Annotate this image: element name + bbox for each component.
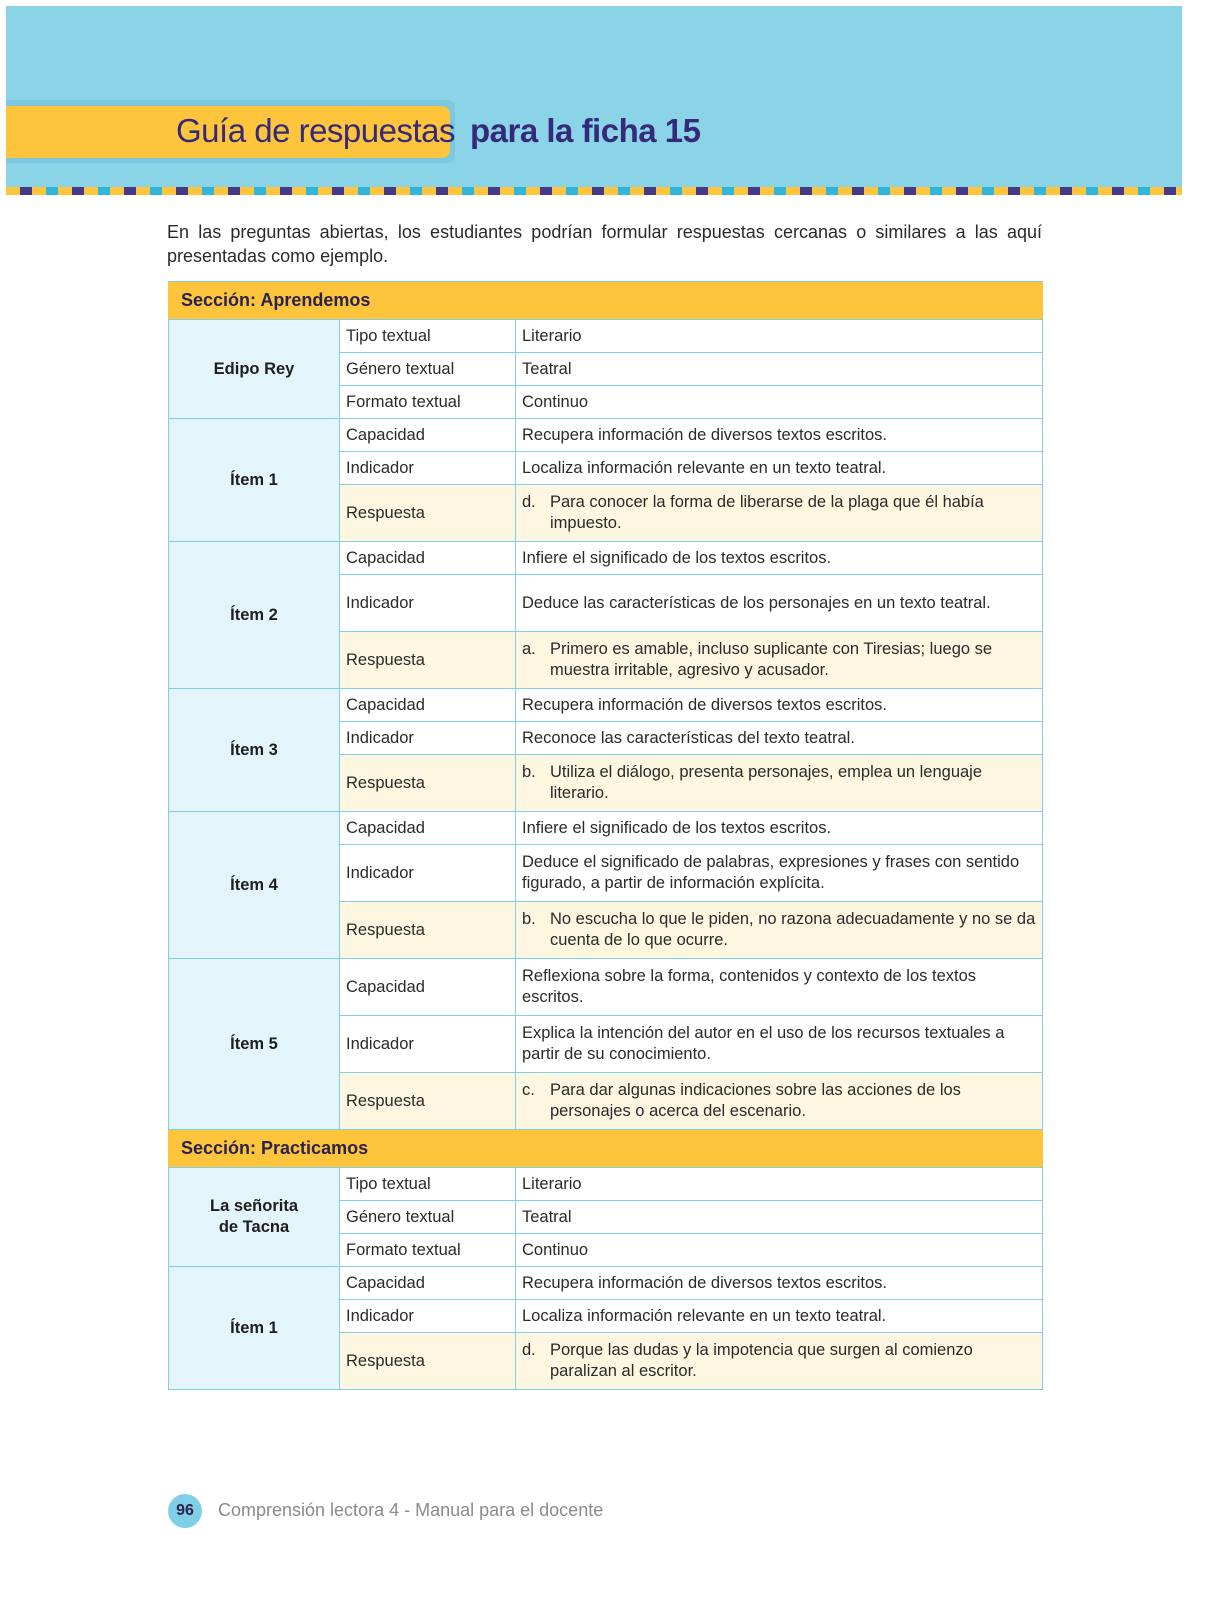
answer-text: Porque las dudas y la impotencia que surgen al comienzo paralizan al escritor. bbox=[550, 1341, 973, 1380]
row-value: Localiza información relevante en un texto teatral. bbox=[516, 1300, 1043, 1333]
row-value: Deduce el significado de palabras, expresiones y frases con sentido figurado, a partir de información explícita. bbox=[516, 845, 1043, 902]
group-label: Ítem 2 bbox=[169, 542, 340, 689]
page-title-part2: para la ficha 15 bbox=[470, 112, 701, 149]
footer-text: Comprensión lectora 4 - Manual para el docente bbox=[218, 1500, 604, 1520]
group-label: Ítem 5 bbox=[169, 959, 340, 1130]
answer-value bbox=[516, 632, 1043, 689]
answer-text: Utiliza el diálogo, presenta personajes, emplea un lenguaje literario. bbox=[550, 763, 983, 802]
row-key: Respuesta bbox=[340, 485, 516, 542]
row-key: Capacidad bbox=[340, 689, 516, 722]
row-value: Deduce las características de los personajes en un texto teatral. bbox=[516, 575, 1043, 632]
answer-letter: b. bbox=[522, 910, 536, 928]
table-row bbox=[169, 320, 1043, 353]
answer-value bbox=[516, 485, 1043, 542]
row-key: Tipo textual bbox=[340, 1168, 516, 1201]
section-title: Sección: Practicamos bbox=[169, 1130, 1043, 1168]
answers-table bbox=[168, 281, 1043, 1390]
row-key: Respuesta bbox=[340, 632, 516, 689]
row-key: Género textual bbox=[340, 353, 516, 386]
row-value: Teatral bbox=[516, 353, 1043, 386]
answer-text: Primero es amable, incluso suplicante con Tiresias; luego se muestra irritable, agresivo y acusador. bbox=[550, 640, 993, 679]
group-label: Edipo Rey bbox=[169, 320, 340, 419]
answer-value bbox=[516, 1333, 1043, 1390]
group-label: Ítem 3 bbox=[169, 689, 340, 812]
row-key: Formato textual bbox=[340, 386, 516, 419]
row-key: Tipo textual bbox=[340, 320, 516, 353]
group-label bbox=[169, 1168, 340, 1267]
table-row bbox=[169, 1267, 1043, 1300]
answer-value bbox=[516, 755, 1043, 812]
row-key: Capacidad bbox=[340, 812, 516, 845]
row-key: Capacidad bbox=[340, 419, 516, 452]
table-row bbox=[169, 959, 1043, 1016]
row-key: Formato textual bbox=[340, 1234, 516, 1267]
section-header-row bbox=[169, 1130, 1043, 1168]
row-value: Infiere el significado de los textos escritos. bbox=[516, 812, 1043, 845]
row-value: Reconoce las características del texto teatral. bbox=[516, 722, 1043, 755]
answer-letter: d. bbox=[522, 1341, 536, 1359]
row-key: Capacidad bbox=[340, 959, 516, 1016]
answer-letter: b. bbox=[522, 763, 536, 781]
row-key: Indicador bbox=[340, 452, 516, 485]
row-key: Respuesta bbox=[340, 1073, 516, 1130]
table-row bbox=[169, 812, 1043, 845]
answer-text: Para dar algunas indicaciones sobre las acciones de los personajes o acerca del escenario. bbox=[550, 1081, 961, 1120]
page-number-badge bbox=[168, 1494, 202, 1528]
row-key: Respuesta bbox=[340, 902, 516, 959]
answer-letter: c. bbox=[522, 1081, 535, 1099]
row-value: Continuo bbox=[516, 1234, 1043, 1267]
row-value: Recupera información de diversos textos escritos. bbox=[516, 689, 1043, 722]
row-value: Literario bbox=[516, 1168, 1043, 1201]
row-key: Respuesta bbox=[340, 1333, 516, 1390]
row-key: Indicador bbox=[340, 845, 516, 902]
group-label: Ítem 4 bbox=[169, 812, 340, 959]
row-value: Explica la intención del autor en el uso de los recursos textuales a partir de su conocimiento. bbox=[516, 1016, 1043, 1073]
row-key: Capacidad bbox=[340, 1267, 516, 1300]
answer-value bbox=[516, 1073, 1043, 1130]
row-value: Teatral bbox=[516, 1201, 1043, 1234]
row-value: Infiere el significado de los textos escritos. bbox=[516, 542, 1043, 575]
answer-value bbox=[516, 902, 1043, 959]
row-value: Continuo bbox=[516, 386, 1043, 419]
table-row bbox=[169, 1168, 1043, 1201]
row-value: Recupera información de diversos textos escritos. bbox=[516, 1267, 1043, 1300]
table-row bbox=[169, 419, 1043, 452]
row-value: Localiza información relevante en un texto teatral. bbox=[516, 452, 1043, 485]
answer-text: Para conocer la forma de liberarse de la plaga que él había impuesto. bbox=[550, 493, 984, 532]
group-label: Ítem 1 bbox=[169, 419, 340, 542]
answer-letter: a. bbox=[522, 640, 536, 658]
page-number: 96 bbox=[176, 1502, 194, 1519]
page-title-part1: Guía de respuestas bbox=[176, 112, 456, 149]
answer-letter: d. bbox=[522, 493, 536, 511]
row-key: Capacidad bbox=[340, 542, 516, 575]
section-title: Sección: Aprendemos bbox=[169, 282, 1043, 320]
intro-paragraph: En las preguntas abiertas, los estudiantes podrían formular respuestas cercanas o similares a las aquí presentadas como ejemplo. bbox=[167, 222, 1042, 266]
row-key: Respuesta bbox=[340, 755, 516, 812]
answer-text: No escucha lo que le piden, no razona adecuadamente y no se da cuenta de lo que ocurre. bbox=[550, 910, 1036, 949]
row-value: Reflexiona sobre la forma, contenidos y contexto de los textos escritos. bbox=[516, 959, 1043, 1016]
row-key: Indicador bbox=[340, 1300, 516, 1333]
group-label-text: La señorita de Tacna bbox=[209, 1197, 299, 1236]
table-row bbox=[169, 689, 1043, 722]
row-value: Recupera información de diversos textos escritos. bbox=[516, 419, 1043, 452]
decorative-dash-line bbox=[6, 187, 1182, 195]
table-row bbox=[169, 542, 1043, 575]
row-key: Indicador bbox=[340, 722, 516, 755]
section-header-row bbox=[169, 282, 1043, 320]
row-key: Género textual bbox=[340, 1201, 516, 1234]
row-value: Literario bbox=[516, 320, 1043, 353]
row-key: Indicador bbox=[340, 575, 516, 632]
row-key: Indicador bbox=[340, 1016, 516, 1073]
group-label: Ítem 1 bbox=[169, 1267, 340, 1390]
